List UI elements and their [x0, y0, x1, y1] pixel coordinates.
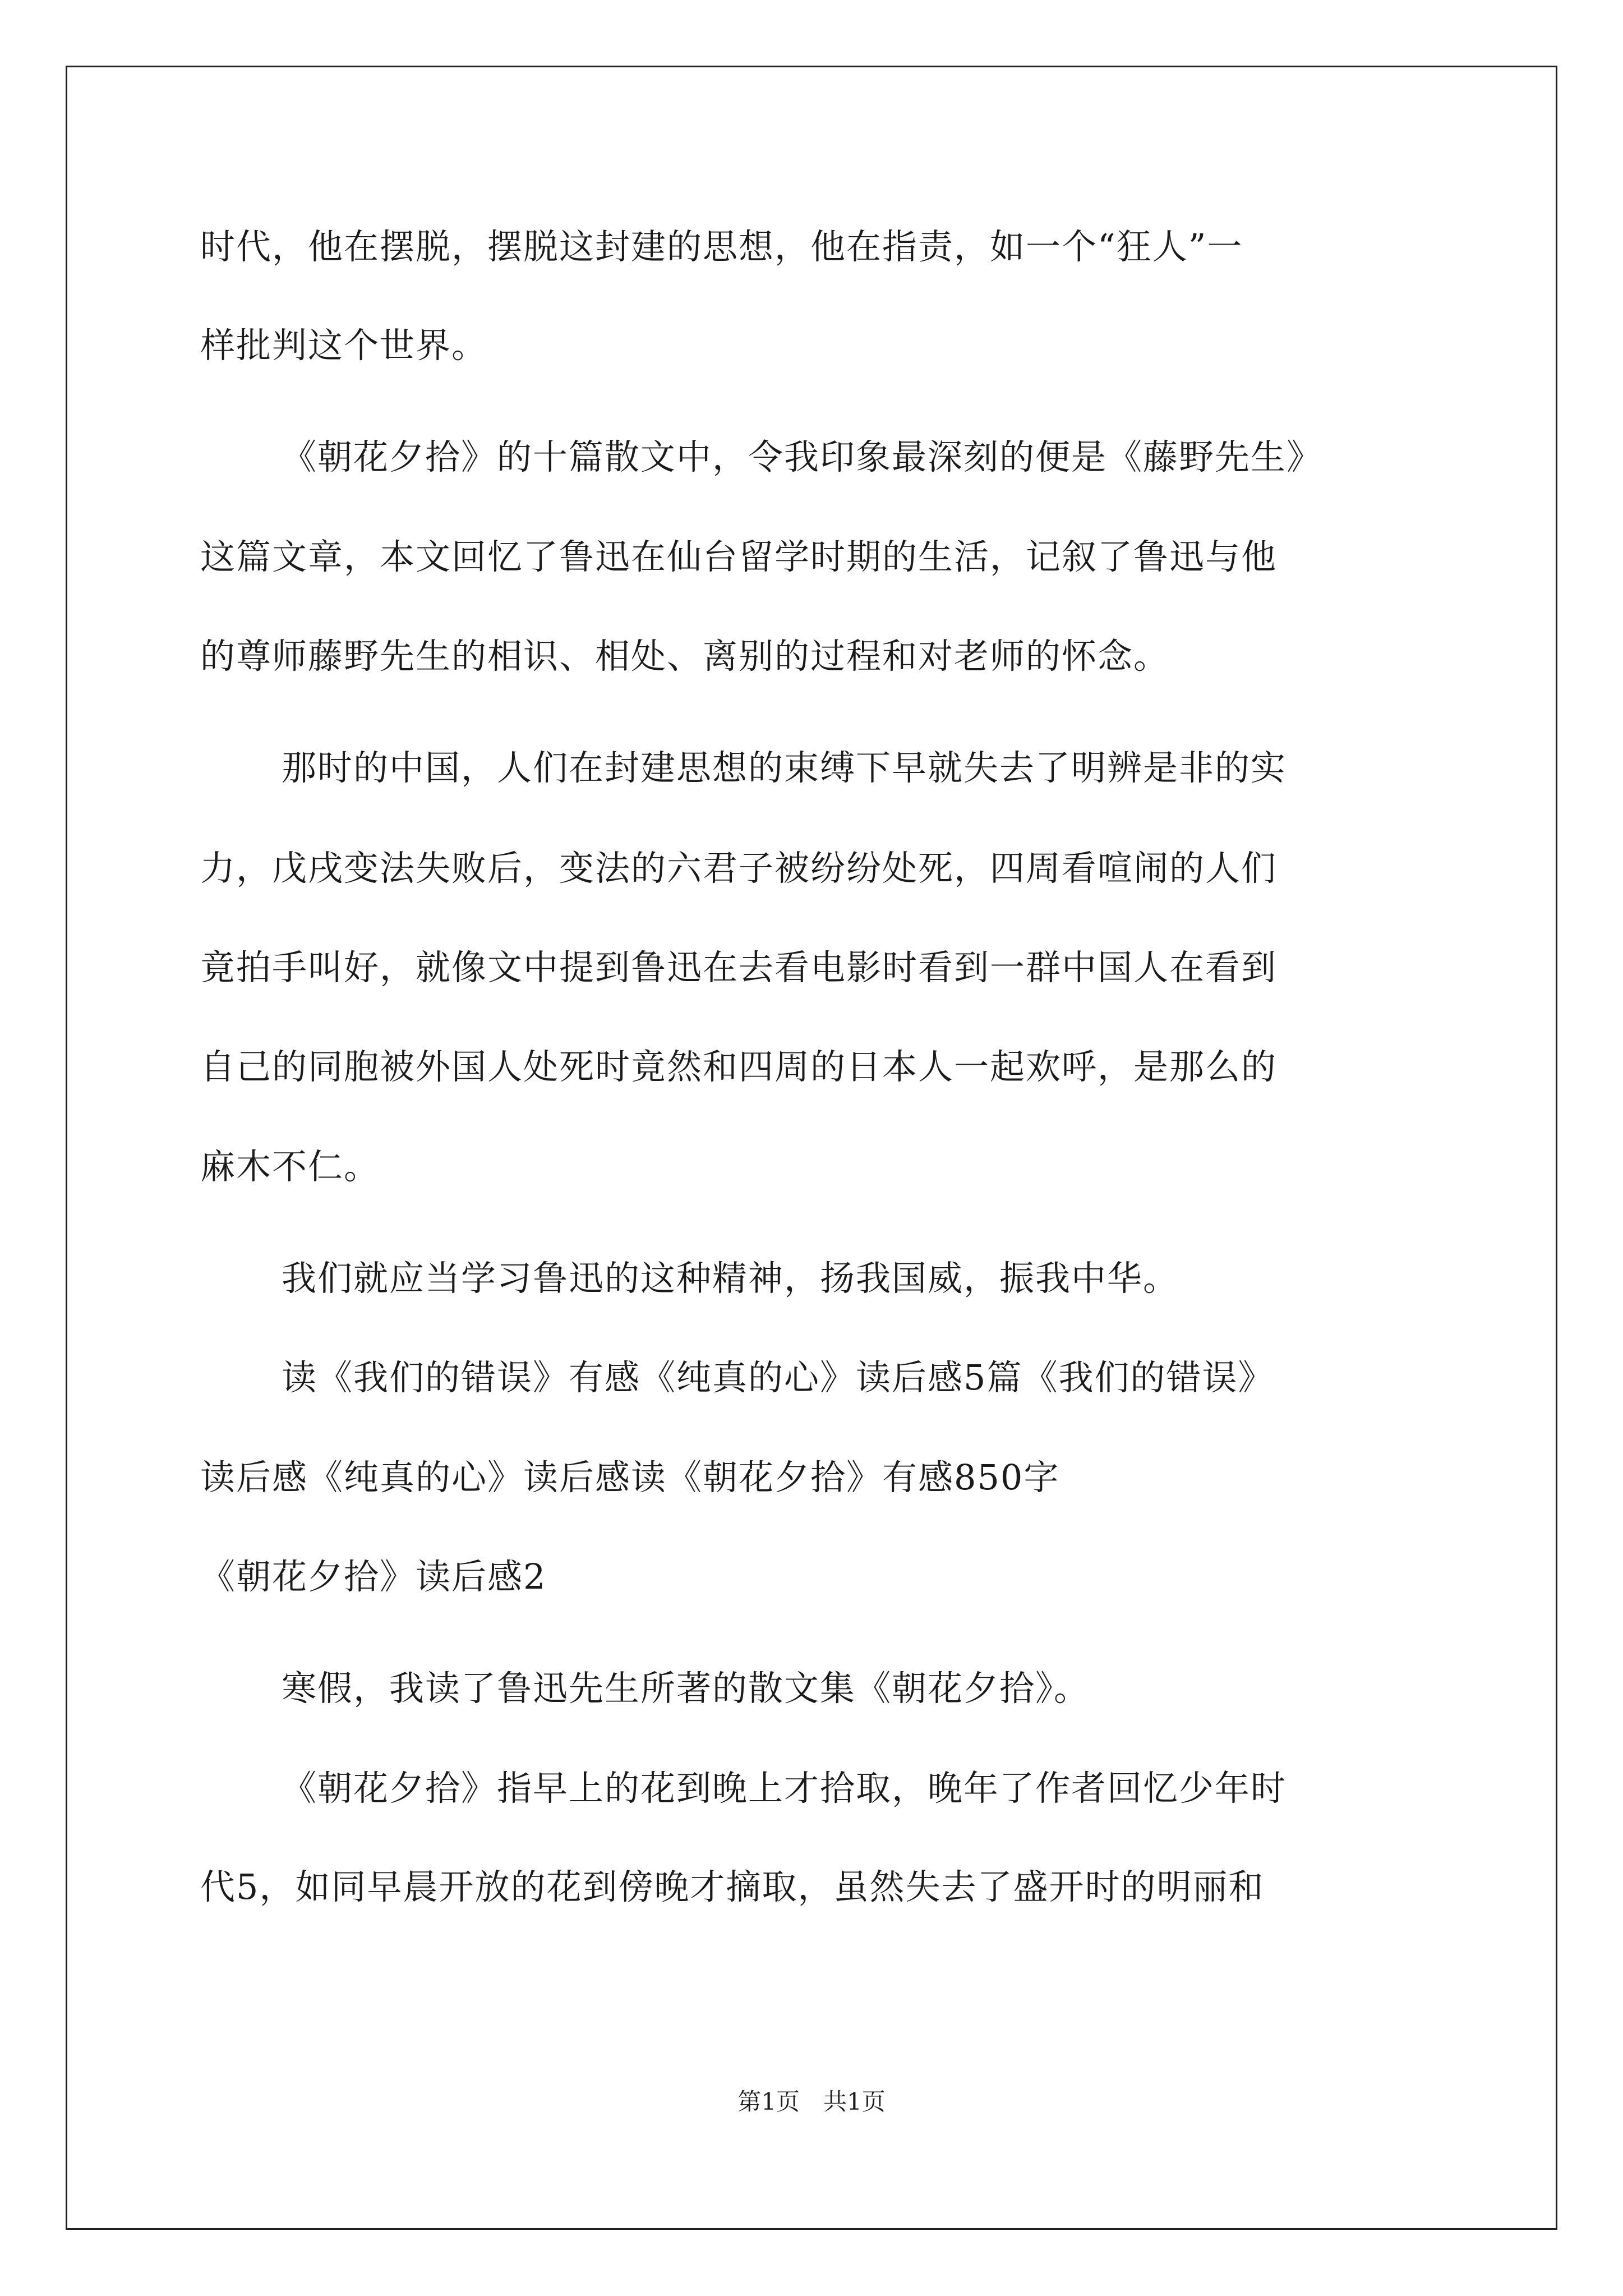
- body-line-3: 《朝花夕拾》的十篇散文中，令我印象最深刻的便是《藤野先生》: [282, 436, 1323, 477]
- body-line-17: 代5，如同早晨开放的花到傍晚才摘取，虽然失去了盛开时的明丽和: [200, 1866, 1265, 1907]
- body-line-6: 那时的中国，人们在封建思想的束缚下早就失去了明辨是非的实: [282, 747, 1287, 788]
- body-line-13: 读后感《纯真的心》读后感读《朝花夕拾》有感850字: [200, 1457, 1060, 1498]
- body-line-1: 时代，他在摆脱，摆脱这封建的思想，他在指责，如一个“狂人”一: [200, 226, 1243, 267]
- body-line-8: 竟拍手叫好，就像文中提到鲁迅在去看电影时看到一群中国人在看到: [200, 947, 1278, 988]
- body-line-12: 读《我们的错误》有感《纯真的心》读后感5篇《我们的错误》: [282, 1357, 1274, 1398]
- body-line-9: 自己的同胞被外国人处死时竟然和四周的日本人一起欢呼，是那么的: [200, 1046, 1278, 1087]
- page-number-footer: 第1页 共1页: [737, 2088, 886, 2115]
- body-line-16: 《朝花夕拾》指早上的花到晚上才拾取，晚年了作者回忆少年时: [282, 1768, 1287, 1809]
- body-line-5: 的尊师藤野先生的相识、相处、离别的过程和对老师的怀念。: [200, 636, 1170, 677]
- body-line-11: 我们就应当学习鲁迅的这种精神，扬我国威，振我中华。: [282, 1258, 1179, 1299]
- body-line-2: 样批判这个世界。: [200, 325, 488, 366]
- section-heading: 《朝花夕拾》读后感2: [200, 1556, 547, 1597]
- body-line-7: 力，戊戌变法失败后，变法的六君子被纷纷处死，四周看喧闹的人们: [200, 848, 1278, 889]
- body-line-15: 寒假，我读了鲁迅先生所著的散文集《朝花夕拾》。: [282, 1668, 1090, 1709]
- body-line-10: 麻木不仁。: [200, 1146, 380, 1187]
- body-line-4: 这篇文章，本文回忆了鲁迅在仙台留学时期的生活，记叙了鲁迅与他: [200, 536, 1278, 577]
